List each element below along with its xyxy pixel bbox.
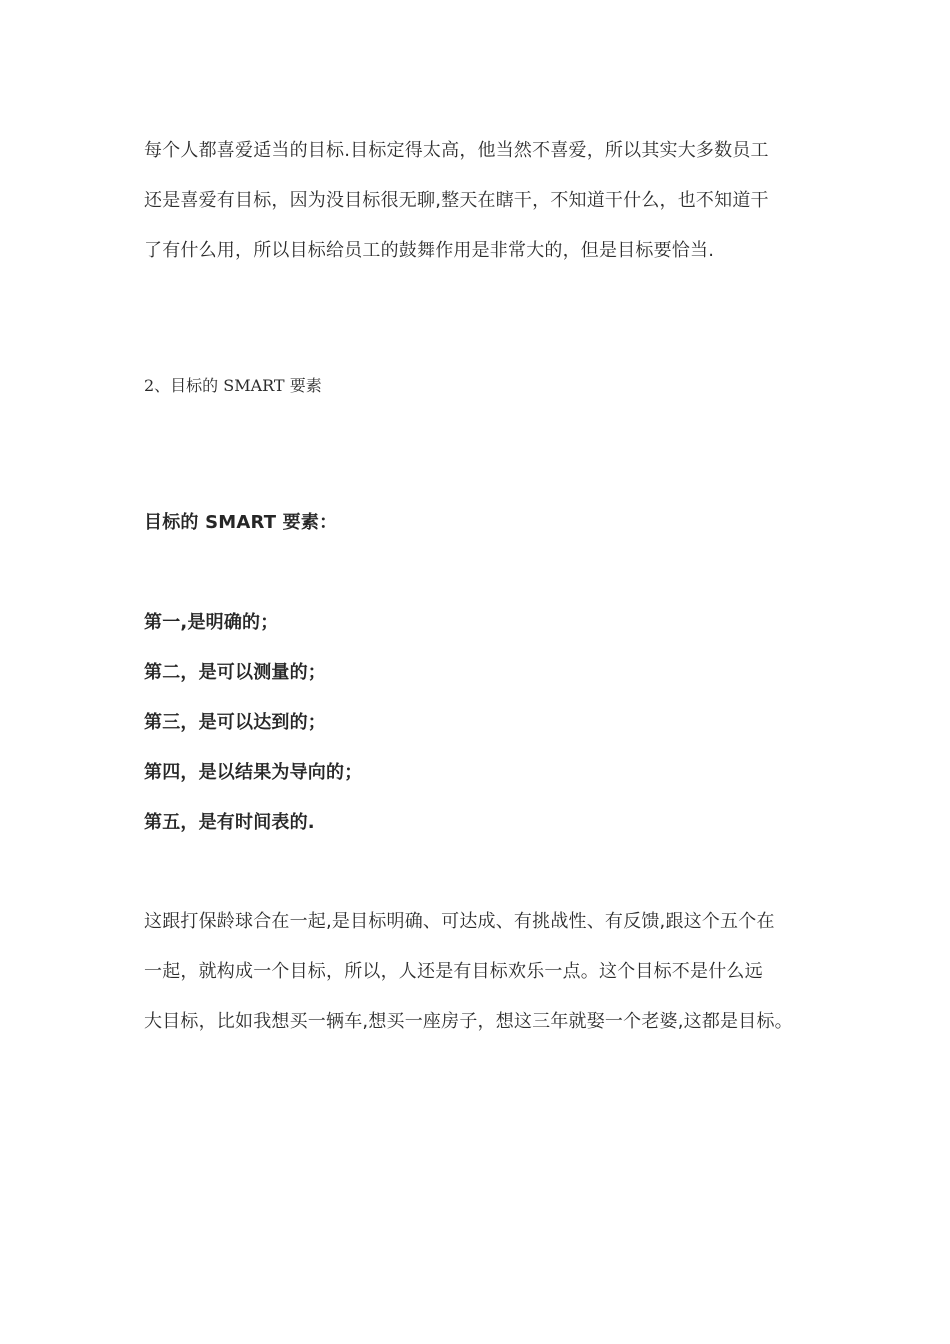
intro-line-3: 了有什么用，所以目标给员工的鼓舞作用是非常大的，但是目标要恰当. bbox=[144, 240, 715, 261]
section-heading: 2、目标的 SMART 要素 bbox=[144, 376, 322, 395]
smart-item-1: 第一,是明确的； bbox=[144, 612, 279, 633]
intro-line-1: 每个人都喜爱适当的目标.目标定得太高，他当然不喜爱，所以其实大多数员工 bbox=[144, 140, 769, 161]
smart-item-3: 第三，是可以达到的； bbox=[144, 712, 326, 733]
smart-item-5: 第五，是有时间表的. bbox=[144, 812, 315, 833]
smart-item-2: 第二，是可以测量的； bbox=[144, 662, 326, 683]
closing-line-1: 这跟打保龄球合在一起,是目标明确、可达成、有挑战性、有反馈,跟这个五个在 bbox=[144, 911, 775, 932]
smart-title: 目标的 SMART 要素： bbox=[144, 512, 338, 533]
smart-item-4: 第四，是以结果为导向的； bbox=[144, 762, 363, 783]
intro-line-2: 还是喜爱有目标，因为没目标很无聊,整天在瞎干，不知道干什么，也不知道干 bbox=[144, 190, 769, 211]
closing-line-2: 一起，就构成一个目标，所以，人还是有目标欢乐一点。这个目标不是什么远 bbox=[144, 961, 763, 982]
closing-line-3: 大目标，比如我想买一辆车,想买一座房子，想这三年就娶一个老婆,这都是目标。 bbox=[144, 1011, 793, 1032]
